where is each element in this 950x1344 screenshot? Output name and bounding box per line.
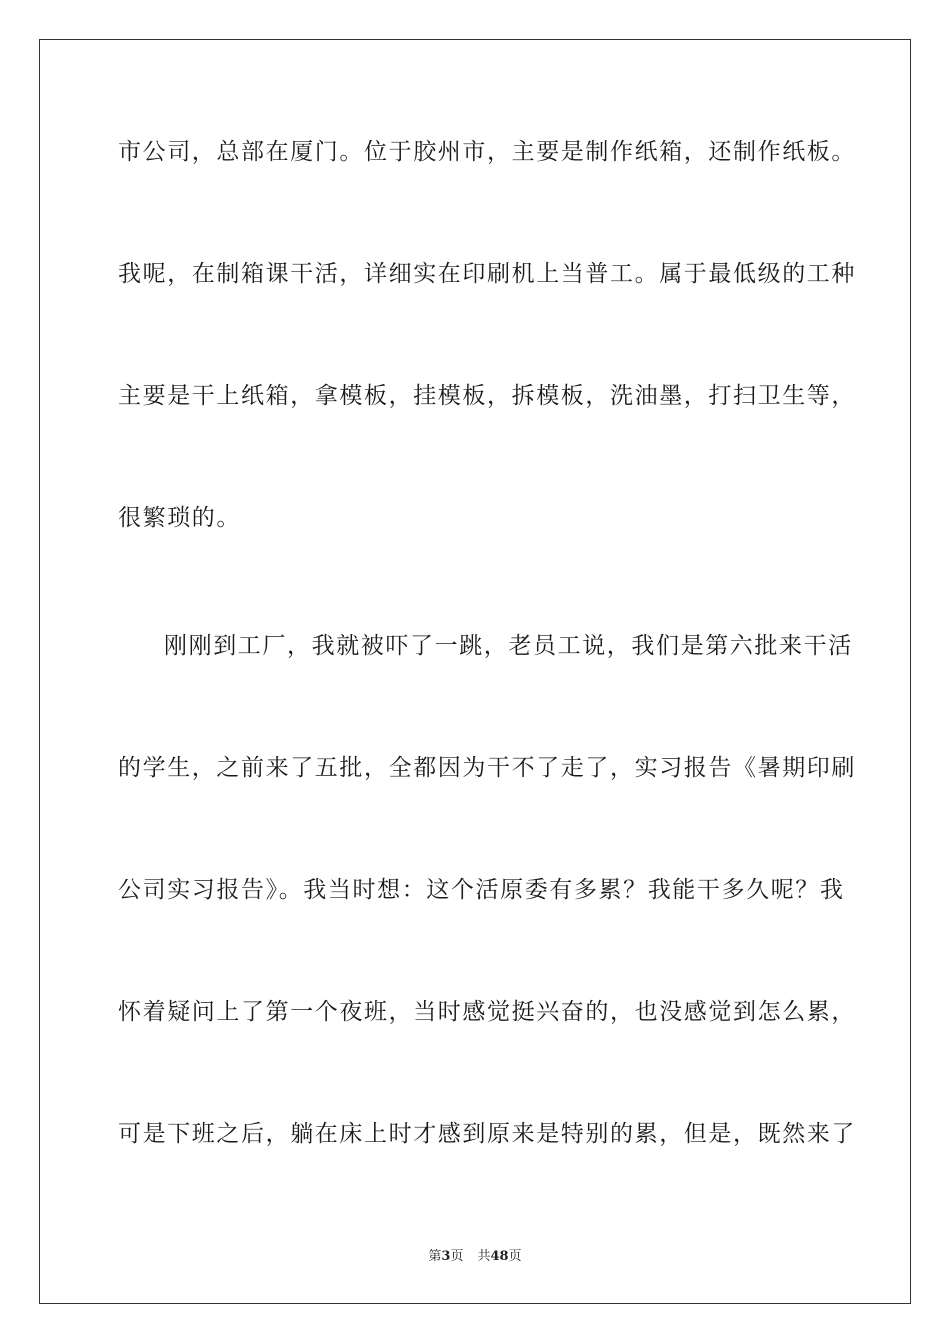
total-prefix: 共 [477, 1249, 491, 1264]
page-number: 3 [441, 1249, 451, 1264]
text-line-paragraph-start: 刚刚到工厂，我就被吓了一跳，老员工说，我们是第六批来干活 [164, 633, 853, 659]
text-line: 很繁琐的。 [118, 505, 241, 531]
page-border [39, 39, 911, 1304]
text-line: 怀着疑问上了第一个夜班，当时感觉挺兴奋的，也没感觉到怎么累， [118, 999, 856, 1025]
text-line: 主要是干上纸箱，拿模板，挂模板，拆模板，洗油墨，打扫卫生等， [118, 383, 856, 409]
text-line: 我呢，在制箱课干活，详细实在印刷机上当普工。属于最低级的工种 [118, 261, 856, 287]
total-pages: 48 [490, 1249, 509, 1264]
text-line: 公司实习报告》。我当时想：这个活原委有多累？我能干多久呢？我 [118, 877, 845, 903]
page-footer [0, 1248, 950, 1266]
text-line: 市公司，总部在厦门。位于胶州市，主要是制作纸箱，还制作纸板。 [118, 139, 856, 165]
page-suffix: 页 [450, 1249, 464, 1264]
text-line: 的学生，之前来了五批，全都因为干不了走了，实习报告《暑期印刷 [118, 755, 856, 781]
total-suffix: 页 [508, 1249, 522, 1264]
page-prefix: 第 [428, 1249, 442, 1264]
text-line: 可是下班之后，躺在床上时才感到原来是特别的累，但是，既然来了 [118, 1121, 856, 1147]
